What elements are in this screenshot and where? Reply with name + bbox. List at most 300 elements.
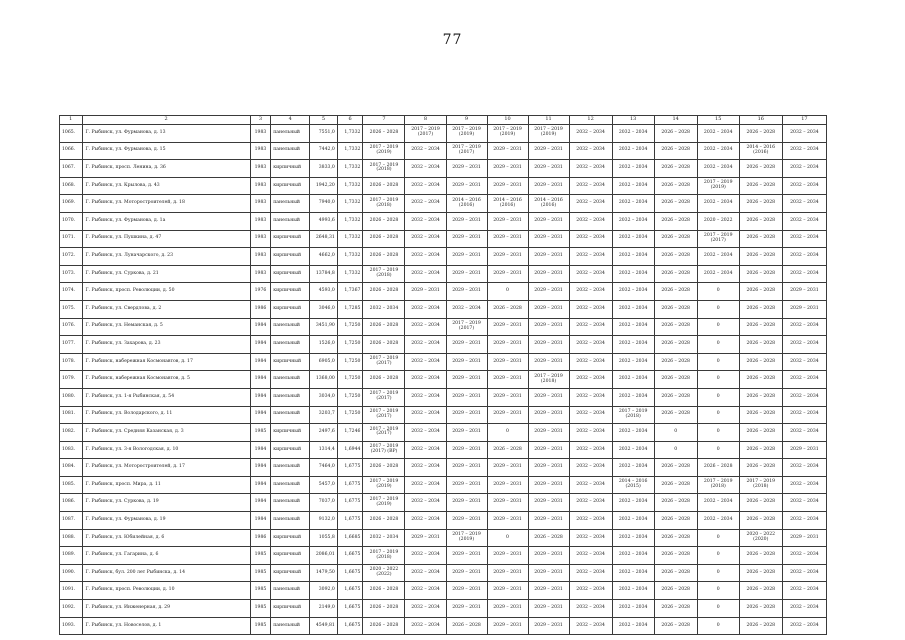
repair-period-cell: 2017 – 2019 (2019): [363, 142, 405, 160]
column-header: 9: [446, 116, 487, 125]
repair-period-cell: 2029 – 2031: [528, 617, 569, 635]
repair-period-cell: 2026 – 2028: [487, 441, 528, 459]
repair-period-cell: 2026 – 2028: [739, 283, 782, 301]
repair-period-cell: 2026 – 2028: [654, 212, 697, 230]
repair-period-cell: 2032 – 2034: [782, 600, 826, 618]
row-number-cell: 1090.: [60, 564, 83, 582]
repair-period-cell: 2026 – 2028: [654, 406, 697, 424]
wall-material-cell: панельный: [271, 476, 310, 494]
row-number-cell: 1070.: [60, 212, 83, 230]
repair-period-cell: 2026 – 2028: [654, 529, 697, 547]
repair-period-cell: 2032 – 2034: [569, 125, 612, 143]
repair-period-cell: 2032 – 2034: [782, 336, 826, 354]
repair-period-cell: 2026 – 2028: [654, 142, 697, 160]
repair-period-cell: 2017 – 2019 (2018): [697, 476, 739, 494]
repair-period-cell: 2026 – 2028: [739, 494, 782, 512]
repair-period-cell: 2026 – 2028: [739, 160, 782, 178]
repair-period-cell: 2032 – 2034: [569, 600, 612, 618]
year-cell: 1985: [250, 547, 271, 565]
area-cell: 3833,0: [310, 160, 338, 178]
repair-period-cell: 2029 – 2031: [487, 318, 528, 336]
repair-period-cell: 2026 – 2028: [654, 582, 697, 600]
repair-period-cell: 2032 – 2034: [782, 248, 826, 266]
repair-period-cell: 2029 – 2031: [446, 353, 487, 371]
repair-period-cell: 2026 – 2028: [654, 476, 697, 494]
repair-period-cell: 2032 – 2034: [612, 318, 654, 336]
repair-period-cell: 2029 – 2031: [487, 564, 528, 582]
repair-period-cell: 2017 – 2019 (2019): [697, 177, 739, 195]
repair-period-cell: 2032 – 2034: [405, 459, 446, 477]
repair-period-cell: 2029 – 2031: [528, 265, 569, 283]
table-row: [60, 600, 827, 618]
repair-period-cell: 2017 – 2019 (2018): [363, 195, 405, 213]
repair-period-cell: 2029 – 2031: [528, 300, 569, 318]
repair-period-cell: 2032 – 2034: [782, 564, 826, 582]
repair-period-cell: 2026 – 2028: [739, 177, 782, 195]
repair-period-cell: 2026 – 2028: [739, 318, 782, 336]
repair-period-cell: 2032 – 2034: [569, 283, 612, 301]
page-number: 77: [442, 32, 463, 48]
repair-period-cell: 2032 – 2034: [612, 283, 654, 301]
repair-period-cell: 2026 – 2028: [363, 336, 405, 354]
year-cell: 1986: [250, 529, 271, 547]
year-cell: 1983: [250, 125, 271, 143]
repair-period-cell: 2017 – 2019 (2019): [363, 494, 405, 512]
column-header: 15: [697, 116, 739, 125]
wall-material-cell: кирпичный: [271, 177, 310, 195]
row-number-cell: 1068.: [60, 177, 83, 195]
coefficient-cell: 1,7332: [337, 142, 363, 160]
repair-period-cell: 2026 – 2028: [363, 177, 405, 195]
column-header: 3: [250, 116, 271, 125]
repair-period-cell: 2032 – 2034: [782, 459, 826, 477]
repair-period-cell: 2032 – 2034: [405, 494, 446, 512]
repair-period-cell: 2032 – 2034: [697, 142, 739, 160]
repair-period-cell: 2026 – 2028: [654, 459, 697, 477]
year-cell: 1983: [250, 142, 271, 160]
repair-period-cell: 2029 – 2031: [446, 336, 487, 354]
table-row: [60, 177, 827, 195]
repair-period-cell: 2029 – 2031: [782, 300, 826, 318]
coefficient-cell: 1,7250: [337, 371, 363, 389]
repair-period-cell: 2032 – 2034: [405, 582, 446, 600]
repair-period-cell: 2029 – 2031: [487, 547, 528, 565]
repair-period-cell: 2029 – 2031: [446, 512, 487, 530]
repair-period-cell: 2026 – 2028: [654, 230, 697, 248]
repair-period-cell: 2032 – 2034: [405, 617, 446, 635]
row-number-cell: 1074.: [60, 283, 83, 301]
address-cell: Г. Рыбинск, ул. Юбилейная, д. 6: [82, 529, 250, 547]
repair-period-cell: 0: [697, 283, 739, 301]
repair-period-cell: 2032 – 2034: [446, 300, 487, 318]
repair-period-cell: 2032 – 2034: [782, 617, 826, 635]
repair-period-cell: 2020 – 2022 (2022): [363, 564, 405, 582]
table-row: [60, 212, 827, 230]
repair-period-cell: 2032 – 2034: [363, 300, 405, 318]
wall-material-cell: панельный: [271, 512, 310, 530]
wall-material-cell: кирпичный: [271, 248, 310, 266]
repair-period-cell: 2029 – 2031: [528, 494, 569, 512]
coefficient-cell: 1,7250: [337, 336, 363, 354]
address-cell: Г. Рыбинск, ул. Средняя Казанская, д. 3: [82, 424, 250, 442]
repair-period-cell: 2026 – 2028: [654, 248, 697, 266]
repair-period-cell: 2032 – 2034: [782, 318, 826, 336]
repair-period-cell: 2032 – 2034: [612, 336, 654, 354]
row-number-cell: 1077.: [60, 336, 83, 354]
coefficient-cell: 1,6675: [337, 600, 363, 618]
repair-period-cell: 2017 – 2019 (2017): [363, 388, 405, 406]
repair-period-cell: 2014 – 2016 (2016): [528, 195, 569, 213]
coefficient-cell: 1,7332: [337, 230, 363, 248]
repair-period-cell: 2032 – 2034: [612, 547, 654, 565]
year-cell: 1985: [250, 582, 271, 600]
repair-period-cell: 2029 – 2031: [446, 177, 487, 195]
area-cell: 1526,0: [310, 336, 338, 354]
area-cell: 3046,0: [310, 300, 338, 318]
repair-period-cell: 2017 – 2019 (2017): [405, 125, 446, 143]
repair-period-cell: 0: [487, 283, 528, 301]
repair-period-cell: 2026 – 2028: [487, 300, 528, 318]
address-cell: Г. Рыбинск, ул. Володарского, д. 11: [82, 406, 250, 424]
area-cell: 13784,8: [310, 265, 338, 283]
repair-period-cell: 2026 – 2028: [363, 582, 405, 600]
repair-period-cell: 0: [697, 617, 739, 635]
address-cell: Г. Рыбинск, ул. Новоселов, д. 1: [82, 617, 250, 635]
address-cell: Г. Рыбинск, ул. 1-я Рыбинская, д. 54: [82, 388, 250, 406]
repair-period-cell: 2026 – 2028: [363, 318, 405, 336]
repair-period-cell: 0: [697, 441, 739, 459]
repair-period-cell: 2032 – 2034: [782, 371, 826, 389]
column-header: 2: [82, 116, 250, 125]
wall-material-cell: панельный: [271, 617, 310, 635]
table-row: [60, 494, 827, 512]
repair-period-cell: 2026 – 2028: [739, 300, 782, 318]
repair-period-cell: 2026 – 2028: [739, 371, 782, 389]
repair-period-cell: 2029 – 2031: [528, 441, 569, 459]
repair-period-cell: 2032 – 2034: [612, 494, 654, 512]
wall-material-cell: панельный: [271, 388, 310, 406]
repair-period-cell: 2032 – 2034: [782, 212, 826, 230]
address-cell: Г. Рыбинск, ул. Пушкина, д. 47: [82, 230, 250, 248]
repair-period-cell: 2029 – 2031: [528, 230, 569, 248]
row-number-cell: 1073.: [60, 265, 83, 283]
repair-period-cell: 2026 – 2028: [363, 230, 405, 248]
repair-period-cell: 2026 – 2028: [739, 441, 782, 459]
coefficient-cell: 1,6685: [337, 529, 363, 547]
wall-material-cell: кирпичный: [271, 600, 310, 618]
row-number-cell: 1089.: [60, 547, 83, 565]
coefficient-cell: 1,7332: [337, 265, 363, 283]
area-cell: 3451,90: [310, 318, 338, 336]
address-cell: Г. Рыбинск, набережная Космонавтов, д. 17: [82, 353, 250, 371]
address-cell: Г. Рыбинск, ул. Суркова, д. 21: [82, 265, 250, 283]
repair-period-cell: 2032 – 2034: [569, 494, 612, 512]
repair-period-cell: 2032 – 2034: [569, 424, 612, 442]
repair-period-cell: 2032 – 2034: [782, 125, 826, 143]
repair-period-cell: 2026 – 2028: [739, 195, 782, 213]
area-cell: 1368,00: [310, 371, 338, 389]
repair-period-cell: 2032 – 2034: [782, 177, 826, 195]
year-cell: 1985: [250, 424, 271, 442]
row-number-cell: 1065.: [60, 125, 83, 143]
coefficient-cell: 1,6675: [337, 617, 363, 635]
repair-period-cell: 2032 – 2034: [405, 424, 446, 442]
repair-period-cell: 2017 – 2019 (2018): [739, 476, 782, 494]
repair-period-cell: 2032 – 2034: [405, 177, 446, 195]
repair-period-cell: 2026 – 2028: [739, 265, 782, 283]
repair-period-cell: 2026 – 2028: [739, 547, 782, 565]
repair-period-cell: 2026 – 2028: [739, 336, 782, 354]
table-row: [60, 160, 827, 178]
repair-period-cell: 2026 – 2028: [654, 265, 697, 283]
wall-material-cell: панельный: [271, 318, 310, 336]
repair-period-cell: 2032 – 2034: [569, 529, 612, 547]
column-header: 5: [310, 116, 338, 125]
repair-period-cell: 0: [697, 564, 739, 582]
area-cell: 1479,50: [310, 564, 338, 582]
repair-period-cell: 2032 – 2034: [782, 388, 826, 406]
repair-period-cell: 0: [654, 424, 697, 442]
repair-period-cell: 2026 – 2028: [363, 459, 405, 477]
repair-period-cell: 2029 – 2031: [528, 547, 569, 565]
repair-period-cell: 2029 – 2031: [487, 617, 528, 635]
repair-period-cell: 2032 – 2034: [782, 476, 826, 494]
repair-period-cell: 2032 – 2034: [612, 142, 654, 160]
repair-period-cell: 2029 – 2031: [487, 476, 528, 494]
wall-material-cell: кирпичный: [271, 353, 310, 371]
wall-material-cell: кирпичный: [271, 283, 310, 301]
repair-period-cell: 2032 – 2034: [405, 564, 446, 582]
address-cell: Г. Рыбинск, ул. Моторостроителей, д. 17: [82, 459, 250, 477]
year-cell: 1984: [250, 512, 271, 530]
repair-period-cell: 2014 – 2016 (2016): [739, 142, 782, 160]
repair-period-cell: 2029 – 2031: [446, 547, 487, 565]
repair-period-cell: 2029 – 2031: [446, 494, 487, 512]
repair-period-cell: 2029 – 2031: [528, 318, 569, 336]
address-cell: Г. Рыбинск, ул. Фурманова, д. 1а: [82, 212, 250, 230]
repair-period-cell: 2029 – 2031: [446, 160, 487, 178]
repair-period-cell: 2032 – 2034: [569, 547, 612, 565]
repair-period-cell: 2026 – 2028: [654, 353, 697, 371]
row-number-cell: 1087.: [60, 512, 83, 530]
column-header: 10: [487, 116, 528, 125]
address-cell: Г. Рыбинск, ул. Суркова, д. 19: [82, 494, 250, 512]
column-header: 1: [60, 116, 83, 125]
repair-period-cell: 2017 – 2019 (2017) (ВР): [363, 441, 405, 459]
table-row: [60, 529, 827, 547]
wall-material-cell: панельный: [271, 582, 310, 600]
repair-period-cell: 2026 – 2028: [363, 248, 405, 266]
wall-material-cell: панельный: [271, 371, 310, 389]
repair-period-cell: 2029 – 2031: [446, 371, 487, 389]
repair-period-cell: 2032 – 2034: [569, 582, 612, 600]
repair-period-cell: 2017 – 2019 (2019): [363, 476, 405, 494]
row-number-cell: 1093.: [60, 617, 83, 635]
year-cell: 1984: [250, 441, 271, 459]
year-cell: 1983: [250, 195, 271, 213]
repair-period-cell: 2017 – 2019 (2018): [363, 547, 405, 565]
area-cell: 4662,0: [310, 248, 338, 266]
repair-period-cell: 2032 – 2034: [569, 318, 612, 336]
repair-period-cell: 2017 – 2019 (2018): [612, 406, 654, 424]
coefficient-cell: 1,7285: [337, 300, 363, 318]
table-row: [60, 582, 827, 600]
repair-period-cell: 0: [487, 424, 528, 442]
repair-period-cell: 2026 – 2028: [739, 459, 782, 477]
repair-period-cell: 2029 – 2031: [487, 371, 528, 389]
coefficient-cell: 1,7332: [337, 177, 363, 195]
row-number-cell: 1067.: [60, 160, 83, 178]
repair-period-cell: 2032 – 2034: [405, 318, 446, 336]
area-cell: 4593,0: [310, 283, 338, 301]
repair-period-cell: 2029 – 2031: [446, 248, 487, 266]
row-number-cell: 1075.: [60, 300, 83, 318]
repair-period-cell: 2026 – 2028: [739, 600, 782, 618]
repair-period-cell: 2032 – 2034: [782, 424, 826, 442]
repair-period-cell: 2029 – 2031: [528, 564, 569, 582]
repair-period-cell: 2026 – 2028: [654, 177, 697, 195]
repair-period-cell: 2032 – 2034: [405, 195, 446, 213]
year-cell: 1976: [250, 283, 271, 301]
column-header: 7: [363, 116, 405, 125]
area-cell: 6905,0: [310, 353, 338, 371]
repair-period-cell: 2029 – 2031: [446, 476, 487, 494]
repair-period-cell: 2032 – 2034: [569, 195, 612, 213]
repair-period-cell: 2029 – 2031: [446, 212, 487, 230]
table-row: [60, 617, 827, 635]
repair-period-cell: 2026 – 2028: [739, 388, 782, 406]
year-cell: 1984: [250, 318, 271, 336]
repair-period-cell: 2029 – 2031: [528, 142, 569, 160]
repair-period-cell: 0: [697, 336, 739, 354]
repair-period-cell: 2029 – 2031: [446, 564, 487, 582]
repair-period-cell: 2032 – 2034: [782, 160, 826, 178]
repair-period-cell: 2029 – 2031: [446, 424, 487, 442]
table-row: [60, 125, 827, 143]
table-row: [60, 459, 827, 477]
repair-period-cell: 2017 – 2019 (2017): [446, 318, 487, 336]
repair-period-cell: 2032 – 2034: [569, 336, 612, 354]
area-cell: 2086,01: [310, 547, 338, 565]
repair-period-cell: 2029 – 2031: [528, 476, 569, 494]
repair-period-cell: 2029 – 2031: [487, 160, 528, 178]
row-number-cell: 1072.: [60, 248, 83, 266]
table-row: [60, 230, 827, 248]
repair-period-cell: 2026 – 2028: [739, 406, 782, 424]
repair-period-cell: 2032 – 2034: [569, 388, 612, 406]
repair-period-cell: 2032 – 2034: [612, 195, 654, 213]
repair-period-cell: 2032 – 2034: [405, 600, 446, 618]
area-cell: 7442,0: [310, 142, 338, 160]
repair-period-cell: 2029 – 2031: [446, 441, 487, 459]
year-cell: 1984: [250, 494, 271, 512]
repair-period-cell: 0: [697, 582, 739, 600]
repair-period-cell: 2017 – 2019 (2017): [363, 353, 405, 371]
repair-period-cell: 2029 – 2031: [446, 388, 487, 406]
table-row: [60, 371, 827, 389]
repair-period-cell: 2029 – 2031: [528, 212, 569, 230]
coefficient-cell: 1,6775: [337, 512, 363, 530]
repair-period-cell: 2029 – 2031: [528, 600, 569, 618]
column-header: 6: [337, 116, 363, 125]
row-number-cell: 1085.: [60, 476, 83, 494]
year-cell: 1984: [250, 353, 271, 371]
repair-period-cell: 2017 – 2019 (2017): [363, 406, 405, 424]
year-cell: 1984: [250, 406, 271, 424]
address-cell: Г. Рыбинск, просп. Революции, д. 10: [82, 582, 250, 600]
coefficient-cell: 1,6675: [337, 547, 363, 565]
address-cell: Г. Рыбинск, ул. Гагарина, д. 6: [82, 547, 250, 565]
table-row: [60, 195, 827, 213]
year-cell: 1984: [250, 371, 271, 389]
coefficient-cell: 1,6944: [337, 441, 363, 459]
wall-material-cell: кирпичный: [271, 160, 310, 178]
repair-period-cell: 2032 – 2034: [612, 564, 654, 582]
repair-period-cell: 0: [697, 529, 739, 547]
repair-period-cell: 2017 – 2019 (2017): [446, 142, 487, 160]
row-number-cell: 1080.: [60, 388, 83, 406]
repair-period-cell: 2026 – 2028: [654, 512, 697, 530]
repair-period-cell: 0: [654, 441, 697, 459]
repair-period-cell: 2029 – 2031: [446, 283, 487, 301]
repair-period-cell: 2032 – 2034: [612, 424, 654, 442]
row-number-cell: 1088.: [60, 529, 83, 547]
repair-period-cell: 2032 – 2034: [697, 512, 739, 530]
repair-period-cell: 2032 – 2034: [697, 125, 739, 143]
repair-period-cell: 2032 – 2034: [697, 265, 739, 283]
repair-schedule-table: [59, 115, 827, 635]
repair-period-cell: 2029 – 2031: [446, 265, 487, 283]
coefficient-cell: 1,7332: [337, 212, 363, 230]
repair-period-cell: 2017 – 2019 (2018): [363, 265, 405, 283]
area-cell: 3203,7: [310, 406, 338, 424]
repair-period-cell: 2032 – 2034: [612, 125, 654, 143]
repair-period-cell: 2032 – 2034: [612, 248, 654, 266]
repair-period-cell: 2026 – 2028: [446, 617, 487, 635]
repair-period-cell: 2032 – 2034: [405, 441, 446, 459]
table-row: [60, 353, 827, 371]
column-header: 4: [271, 116, 310, 125]
repair-period-cell: 2029 – 2031: [528, 160, 569, 178]
repair-period-cell: 2032 – 2034: [612, 371, 654, 389]
repair-period-cell: 2026 – 2028: [363, 283, 405, 301]
repair-period-cell: 2032 – 2034: [782, 406, 826, 424]
wall-material-cell: кирпичный: [271, 300, 310, 318]
repair-period-cell: 2032 – 2034: [405, 406, 446, 424]
repair-period-cell: 2032 – 2034: [697, 248, 739, 266]
table-row: [60, 336, 827, 354]
repair-period-cell: 0: [487, 529, 528, 547]
column-header: 8: [405, 116, 446, 125]
repair-period-cell: 2029 – 2031: [487, 212, 528, 230]
repair-period-cell: 2026 – 2028: [528, 529, 569, 547]
repair-period-cell: 2026 – 2028: [697, 459, 739, 477]
repair-period-cell: 2032 – 2034: [612, 353, 654, 371]
year-cell: 1985: [250, 617, 271, 635]
repair-period-cell: 0: [697, 371, 739, 389]
repair-period-cell: 2032 – 2034: [405, 265, 446, 283]
repair-period-cell: 2029 – 2031: [782, 441, 826, 459]
row-number-cell: 1086.: [60, 494, 83, 512]
coefficient-cell: 1,6675: [337, 564, 363, 582]
wall-material-cell: кирпичный: [271, 265, 310, 283]
repair-period-cell: 2032 – 2034: [612, 230, 654, 248]
year-cell: 1983: [250, 248, 271, 266]
repair-period-cell: 2017 – 2019 (2018): [528, 371, 569, 389]
repair-period-cell: 2032 – 2034: [405, 547, 446, 565]
repair-period-cell: 2029 – 2031: [487, 248, 528, 266]
repair-period-cell: 2032 – 2034: [782, 494, 826, 512]
